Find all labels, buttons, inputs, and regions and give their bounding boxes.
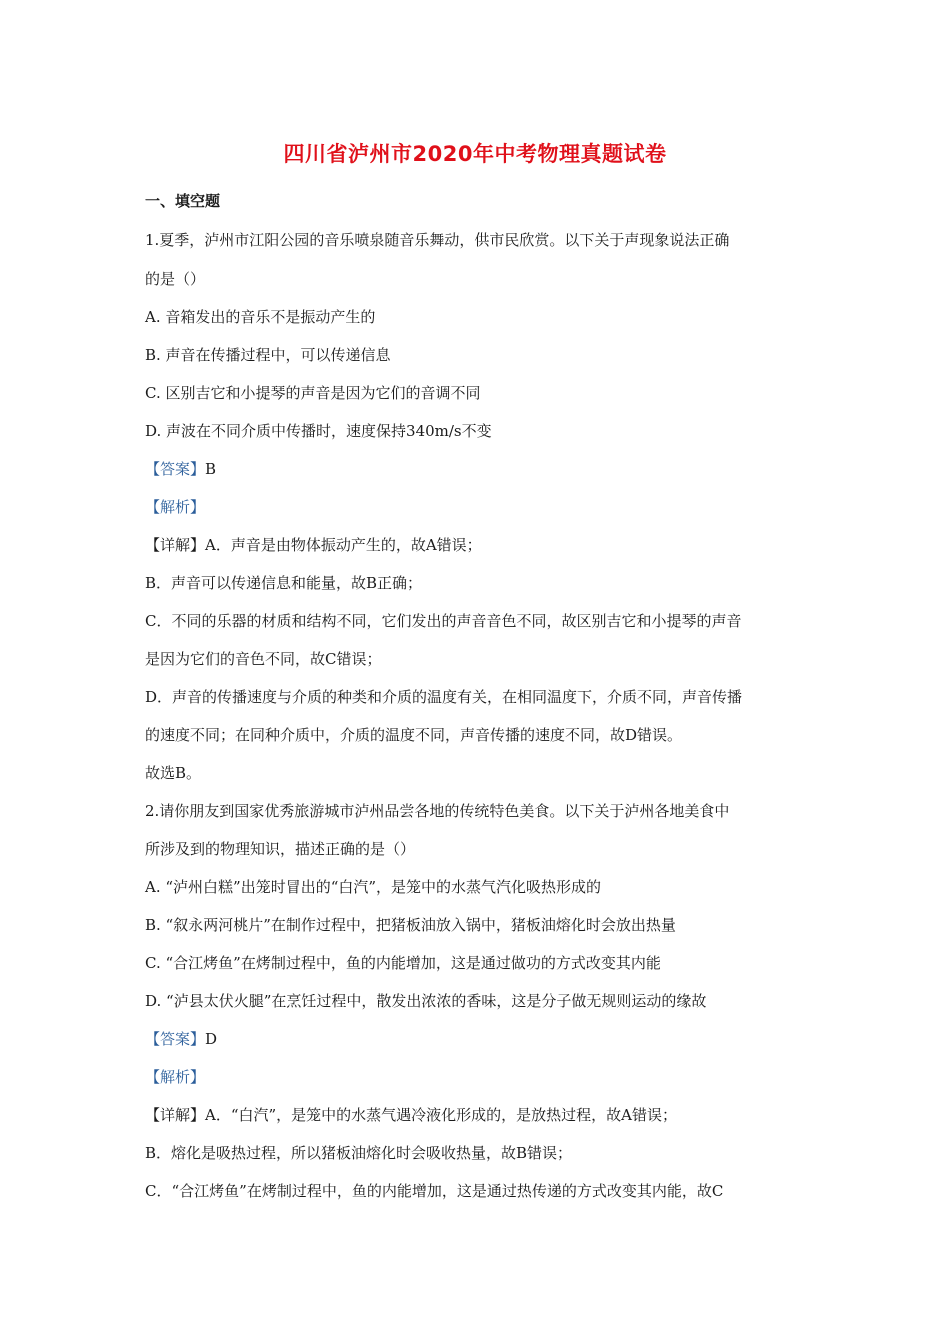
text-line: B. “叙永两河桃片”在制作过程中，把猪板油放入锅中，猪板油熔化时会放出热量 <box>145 916 676 934</box>
analysis-label: 【解析】 <box>145 498 206 516</box>
answer-value: D <box>205 1030 218 1048</box>
text-line: 故选B。 <box>145 764 202 782</box>
text-line: 的是（） <box>145 270 206 288</box>
text-line: B．熔化是吸热过程，所以猪板油熔化时会吸收热量，故B错误； <box>145 1144 573 1162</box>
text-line: 所涉及到的物理知识，描述正确的是（） <box>145 840 416 858</box>
text-line: 【详解】A．声音是由物体振动产生的，故A错误； <box>145 536 482 554</box>
text-line: C. 区别吉它和小提琴的声音是因为它们的音调不同 <box>145 384 481 402</box>
text-line: D. “泸县太伏火腿”在烹饪过程中，散发出浓浓的香味，这是分子做无规则运动的缘故 <box>145 992 707 1010</box>
text-line: B. 声音在传播过程中，可以传递信息 <box>145 346 391 364</box>
text-line: D. 声波在不同介质中传播时，速度保持340m/s不变 <box>145 422 492 440</box>
text-line: 1.夏季，泸州市江阳公园的音乐喷泉随音乐舞动，供市民欣赏。以下关于声现象说法正确 <box>145 231 730 249</box>
text-line: 的速度不同；在同种介质中，介质的温度不同，声音传播的速度不同，故D错误。 <box>145 726 683 744</box>
text-line: 是因为它们的音色不同，故C错误； <box>145 650 382 668</box>
text-line: C. “合江烤鱼”在烤制过程中，鱼的内能增加，这是通过做功的方式改变其内能 <box>145 954 661 972</box>
text-line: C．“合江烤鱼”在烤制过程中，鱼的内能增加，这是通过热传递的方式改变其内能，故C <box>145 1182 724 1200</box>
text-line: B．声音可以传递信息和能量，故B正确； <box>145 574 423 592</box>
text-line: 2.请你朋友到国家优秀旅游城市泸州品尝各地的传统特色美食。以下关于泸州各地美食中 <box>145 802 730 820</box>
answer-line <box>145 458 825 480</box>
section-heading: 一、填空题 <box>145 192 221 210</box>
text-line: C．不同的乐器的材质和结构不同，它们发出的声音音色不同，故区别吉它和小提琴的声音 <box>145 612 742 630</box>
text-line: A. “泸州白糕”出笼时冒出的“白汽”，是笼中的水蒸气汽化吸热形成的 <box>145 878 602 896</box>
answer-value: B <box>205 460 217 478</box>
answer-line <box>145 1028 825 1050</box>
answer-label: 【答案】 <box>145 460 206 478</box>
text-line: A. 音箱发出的音乐不是振动产生的 <box>145 308 376 326</box>
text-line: 【详解】A．“白汽”，是笼中的水蒸气遇冷液化形成的，是放热过程，故A错误； <box>145 1106 678 1124</box>
page-title: 四川省泸州市2020年中考物理真题试卷 <box>283 142 667 166</box>
answer-label: 【答案】 <box>145 1030 206 1048</box>
text-line: D．声音的传播速度与介质的种类和介质的温度有关，在相同温度下，介质不同，声音传播 <box>145 688 743 706</box>
analysis-label: 【解析】 <box>145 1068 206 1086</box>
